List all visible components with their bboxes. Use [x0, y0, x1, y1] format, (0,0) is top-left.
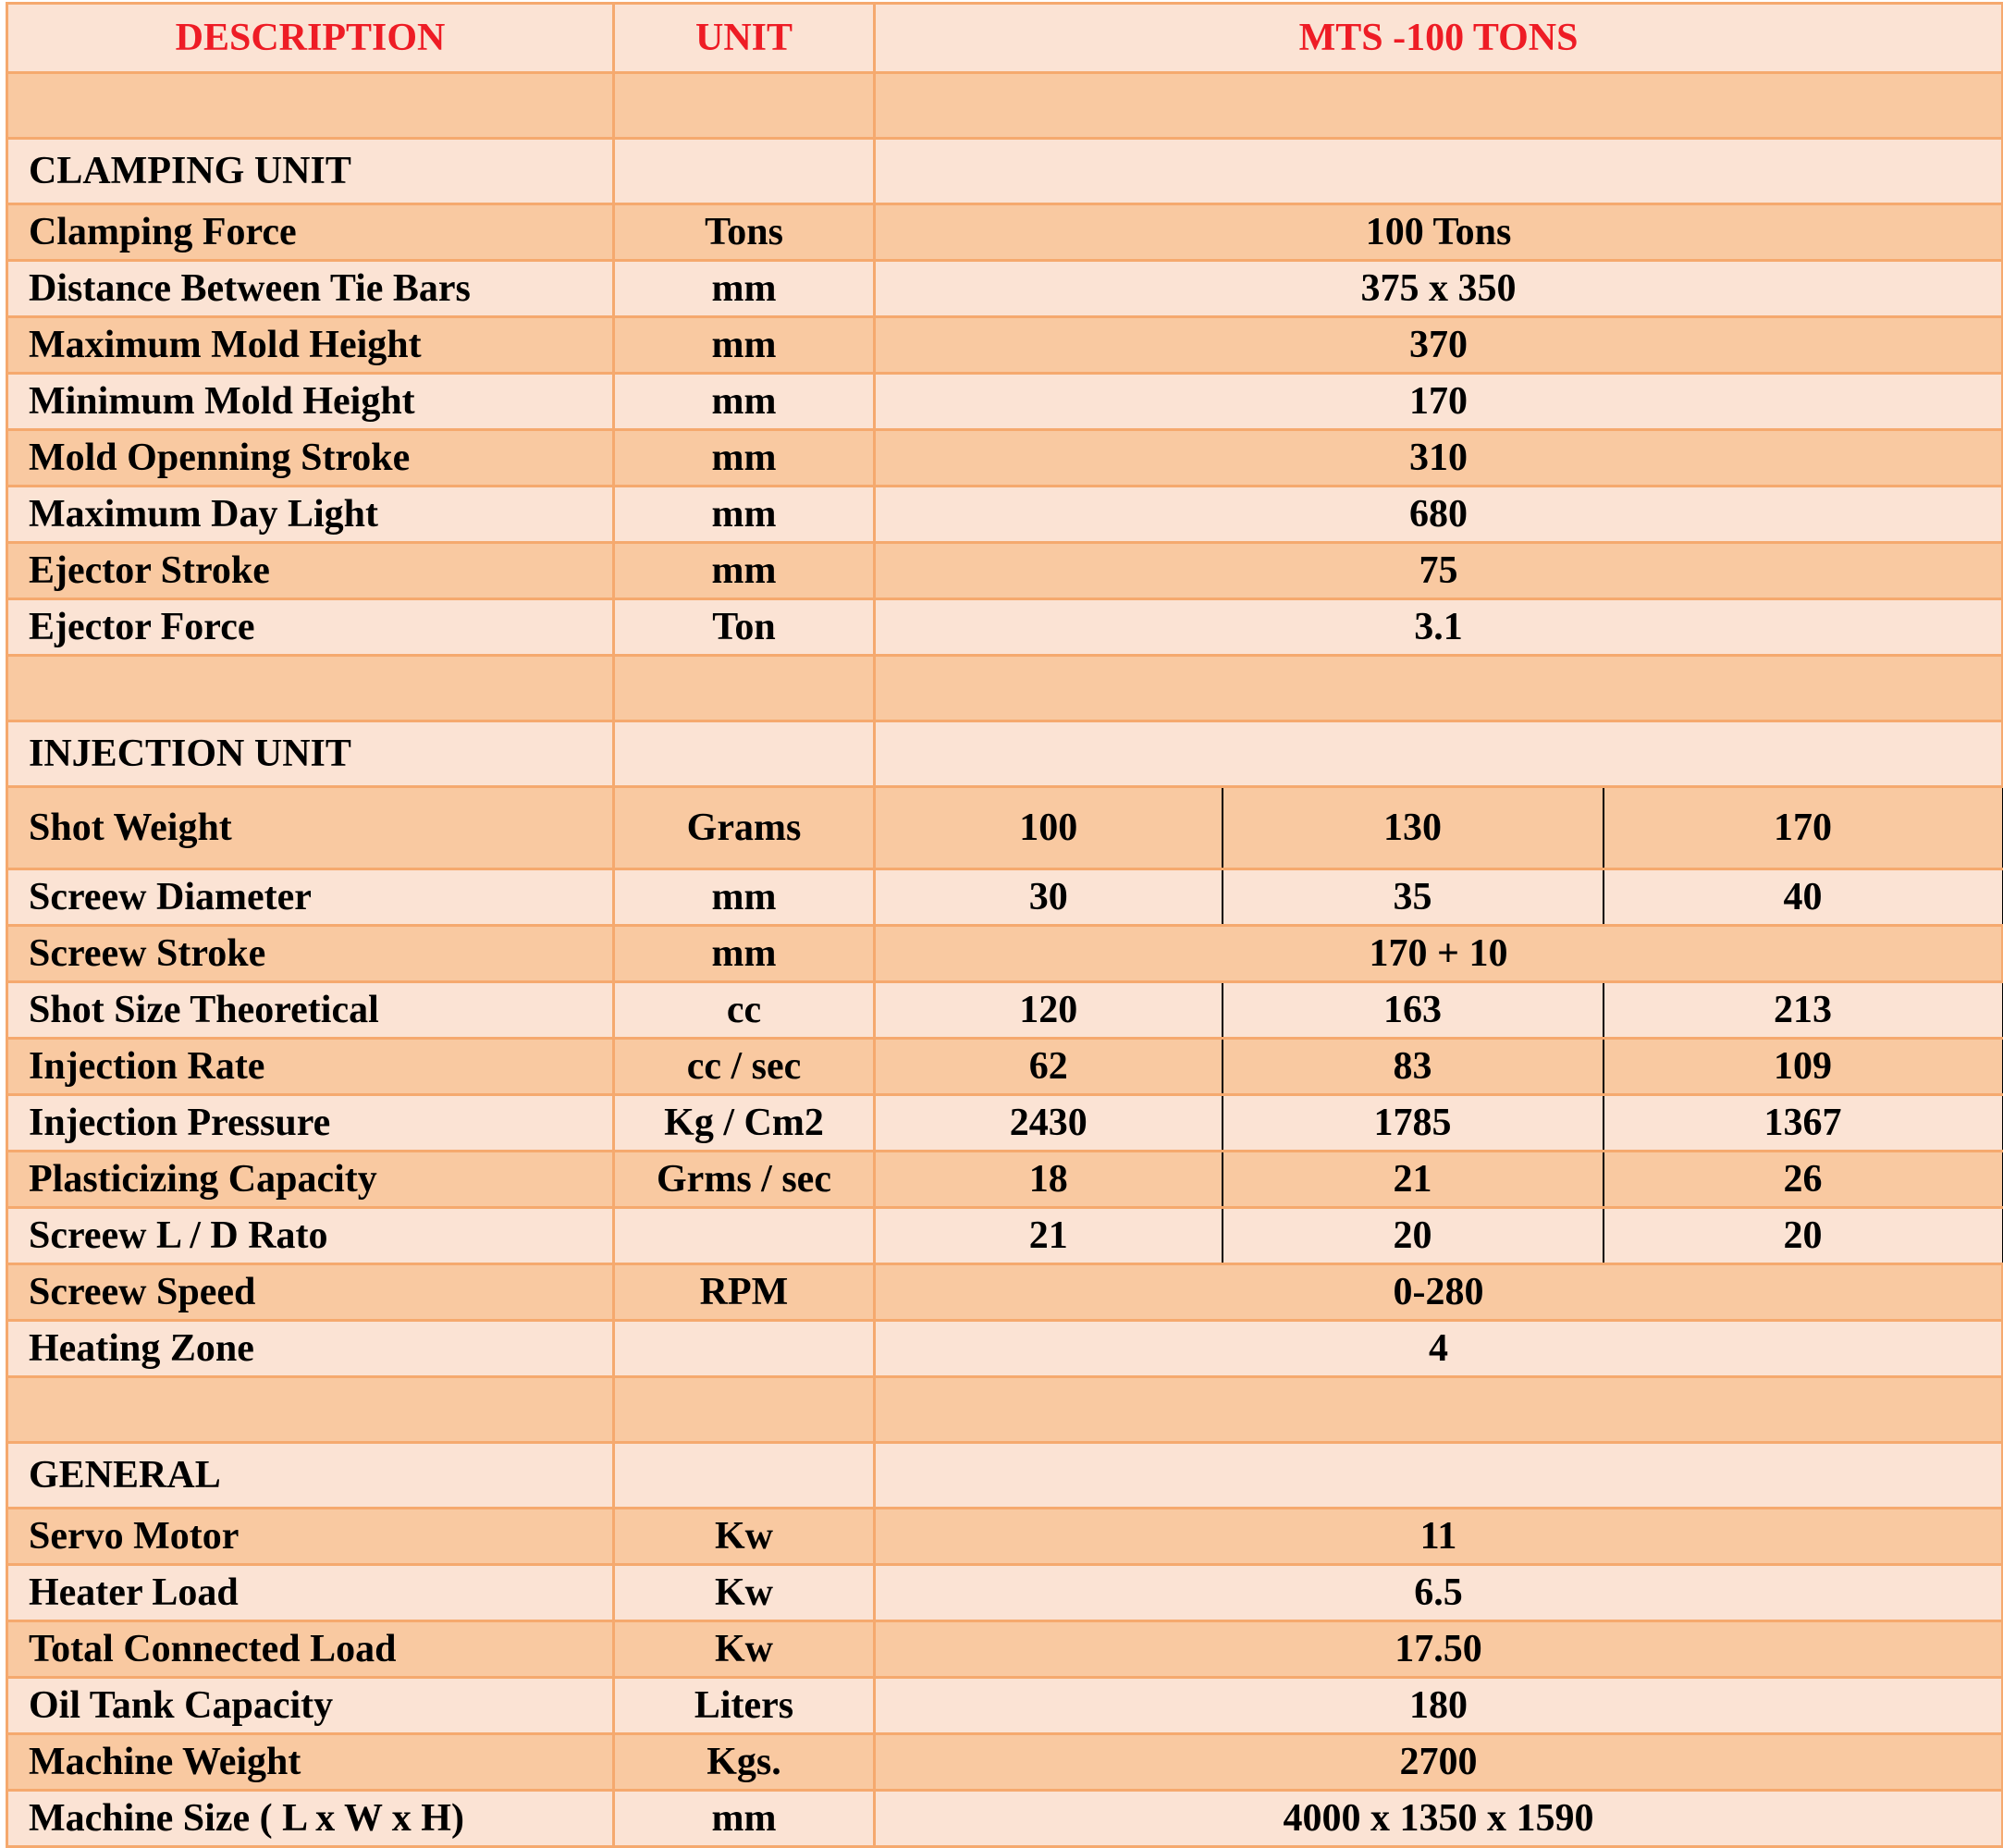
- table-row: [7, 787, 2003, 869]
- row-unit: mm: [614, 926, 875, 982]
- row-unit: mm: [614, 317, 875, 374]
- row-unit: mm: [614, 543, 875, 599]
- table-row: [7, 430, 2003, 487]
- table-row: [7, 1095, 2003, 1152]
- row-value: 310: [875, 430, 2003, 487]
- table-row: [7, 543, 2003, 599]
- row-unit: Kg / Cm2: [614, 1095, 875, 1152]
- row-unit: mm: [614, 261, 875, 317]
- row-description: Screew Speed: [7, 1264, 614, 1321]
- row-description: Plasticizing Capacity: [7, 1152, 614, 1208]
- section-title: INJECTION UNIT: [7, 721, 614, 787]
- row-value: 375 x 350: [875, 261, 2003, 317]
- spacer-row: [7, 1377, 2003, 1443]
- table-row: [7, 926, 2003, 982]
- table-row: [7, 204, 2003, 261]
- row-description: Machine Size ( L x W x H): [7, 1791, 614, 1847]
- header-row: [7, 4, 2003, 73]
- row-unit: mm: [614, 487, 875, 543]
- row-value: 170 + 10: [875, 926, 2003, 982]
- row-unit: Kw: [614, 1565, 875, 1621]
- row-description: Machine Weight: [7, 1734, 614, 1791]
- row-value-a: 30: [875, 869, 1223, 926]
- row-value-b: 20: [1223, 1208, 1604, 1264]
- table-row: [7, 1264, 2003, 1321]
- row-value-c: 213: [1604, 982, 2003, 1039]
- row-unit: Grms / sec: [614, 1152, 875, 1208]
- section-title: CLAMPING UNIT: [7, 139, 614, 204]
- spacer-row: [7, 73, 2003, 139]
- row-description: Mold Openning Stroke: [7, 430, 614, 487]
- row-value-c: 170: [1604, 787, 2003, 869]
- row-value: 0-280: [875, 1264, 2003, 1321]
- row-description: Clamping Force: [7, 204, 614, 261]
- row-unit: [614, 1208, 875, 1264]
- row-value-a: 2430: [875, 1095, 1223, 1152]
- row-value: 370: [875, 317, 2003, 374]
- row-unit: mm: [614, 1791, 875, 1847]
- row-value-c: 26: [1604, 1152, 2003, 1208]
- row-value: 75: [875, 543, 2003, 599]
- table-row: [7, 317, 2003, 374]
- row-description: Heating Zone: [7, 1321, 614, 1377]
- row-value: 3.1: [875, 599, 2003, 656]
- row-value-a: 120: [875, 982, 1223, 1039]
- row-unit: Kgs.: [614, 1734, 875, 1791]
- row-value-a: 62: [875, 1039, 1223, 1095]
- row-unit: [614, 1321, 875, 1377]
- table-row: [7, 1321, 2003, 1377]
- row-description: Oil Tank Capacity: [7, 1678, 614, 1734]
- row-value-c: 1367: [1604, 1095, 2003, 1152]
- section-header-clamping: [7, 139, 2003, 204]
- row-value-a: 21: [875, 1208, 1223, 1264]
- spec-table: [6, 2, 2003, 1848]
- table-row: [7, 1208, 2003, 1264]
- row-value-b: 21: [1223, 1152, 1604, 1208]
- row-value-b: 83: [1223, 1039, 1604, 1095]
- row-description: Ejector Force: [7, 599, 614, 656]
- table-row: [7, 869, 2003, 926]
- table-row: [7, 1509, 2003, 1565]
- row-description: Screew Diameter: [7, 869, 614, 926]
- row-unit: cc: [614, 982, 875, 1039]
- row-description: Screew L / D Rato: [7, 1208, 614, 1264]
- row-value-a: 100: [875, 787, 1223, 869]
- row-value: 180: [875, 1678, 2003, 1734]
- row-description: Ejector Stroke: [7, 543, 614, 599]
- row-value: 17.50: [875, 1621, 2003, 1678]
- row-description: Injection Pressure: [7, 1095, 614, 1152]
- row-unit: mm: [614, 430, 875, 487]
- row-description: Maximum Day Light: [7, 487, 614, 543]
- row-unit: mm: [614, 374, 875, 430]
- row-value-b: 1785: [1223, 1095, 1604, 1152]
- table-row: [7, 599, 2003, 656]
- row-value-b: 163: [1223, 982, 1604, 1039]
- row-unit: Tons: [614, 204, 875, 261]
- section-title: GENERAL: [7, 1443, 614, 1509]
- table-row: [7, 982, 2003, 1039]
- header-model: MTS -100 TONS: [875, 4, 2003, 73]
- row-description: Distance Between Tie Bars: [7, 261, 614, 317]
- row-description: Shot Weight: [7, 787, 614, 869]
- row-unit: RPM: [614, 1264, 875, 1321]
- table-row: [7, 1039, 2003, 1095]
- table-row: [7, 1678, 2003, 1734]
- table-row: [7, 1734, 2003, 1791]
- spacer-row: [7, 656, 2003, 721]
- row-unit: Liters: [614, 1678, 875, 1734]
- row-value: 4: [875, 1321, 2003, 1377]
- section-header-injection: [7, 721, 2003, 787]
- row-value: 680: [875, 487, 2003, 543]
- table-row: [7, 261, 2003, 317]
- row-unit: Kw: [614, 1621, 875, 1678]
- row-unit: cc / sec: [614, 1039, 875, 1095]
- row-unit: Ton: [614, 599, 875, 656]
- row-value-a: 18: [875, 1152, 1223, 1208]
- row-description: Total Connected Load: [7, 1621, 614, 1678]
- row-description: Heater Load: [7, 1565, 614, 1621]
- row-value-c: 40: [1604, 869, 2003, 926]
- section-header-general: [7, 1443, 2003, 1509]
- row-value: 100 Tons: [875, 204, 2003, 261]
- table-row: [7, 1152, 2003, 1208]
- row-value: 11: [875, 1509, 2003, 1565]
- row-description: Maximum Mold Height: [7, 317, 614, 374]
- row-description: Screew Stroke: [7, 926, 614, 982]
- header-unit: UNIT: [614, 4, 875, 73]
- row-description: Shot Size Theoretical: [7, 982, 614, 1039]
- row-description: Minimum Mold Height: [7, 374, 614, 430]
- table-row: [7, 374, 2003, 430]
- row-value-c: 109: [1604, 1039, 2003, 1095]
- row-description: Servo Motor: [7, 1509, 614, 1565]
- row-unit: Grams: [614, 787, 875, 869]
- row-value-c: 20: [1604, 1208, 2003, 1264]
- row-value-b: 35: [1223, 869, 1604, 926]
- header-description: DESCRIPTION: [7, 4, 614, 73]
- row-value: 2700: [875, 1734, 2003, 1791]
- row-description: Injection Rate: [7, 1039, 614, 1095]
- table-row: [7, 1565, 2003, 1621]
- table-row: [7, 1621, 2003, 1678]
- row-value: 4000 x 1350 x 1590: [875, 1791, 2003, 1847]
- table-row: [7, 1791, 2003, 1847]
- row-value: 6.5: [875, 1565, 2003, 1621]
- row-unit: mm: [614, 869, 875, 926]
- row-value: 170: [875, 374, 2003, 430]
- table-row: [7, 487, 2003, 543]
- row-unit: Kw: [614, 1509, 875, 1565]
- row-value-b: 130: [1223, 787, 1604, 869]
